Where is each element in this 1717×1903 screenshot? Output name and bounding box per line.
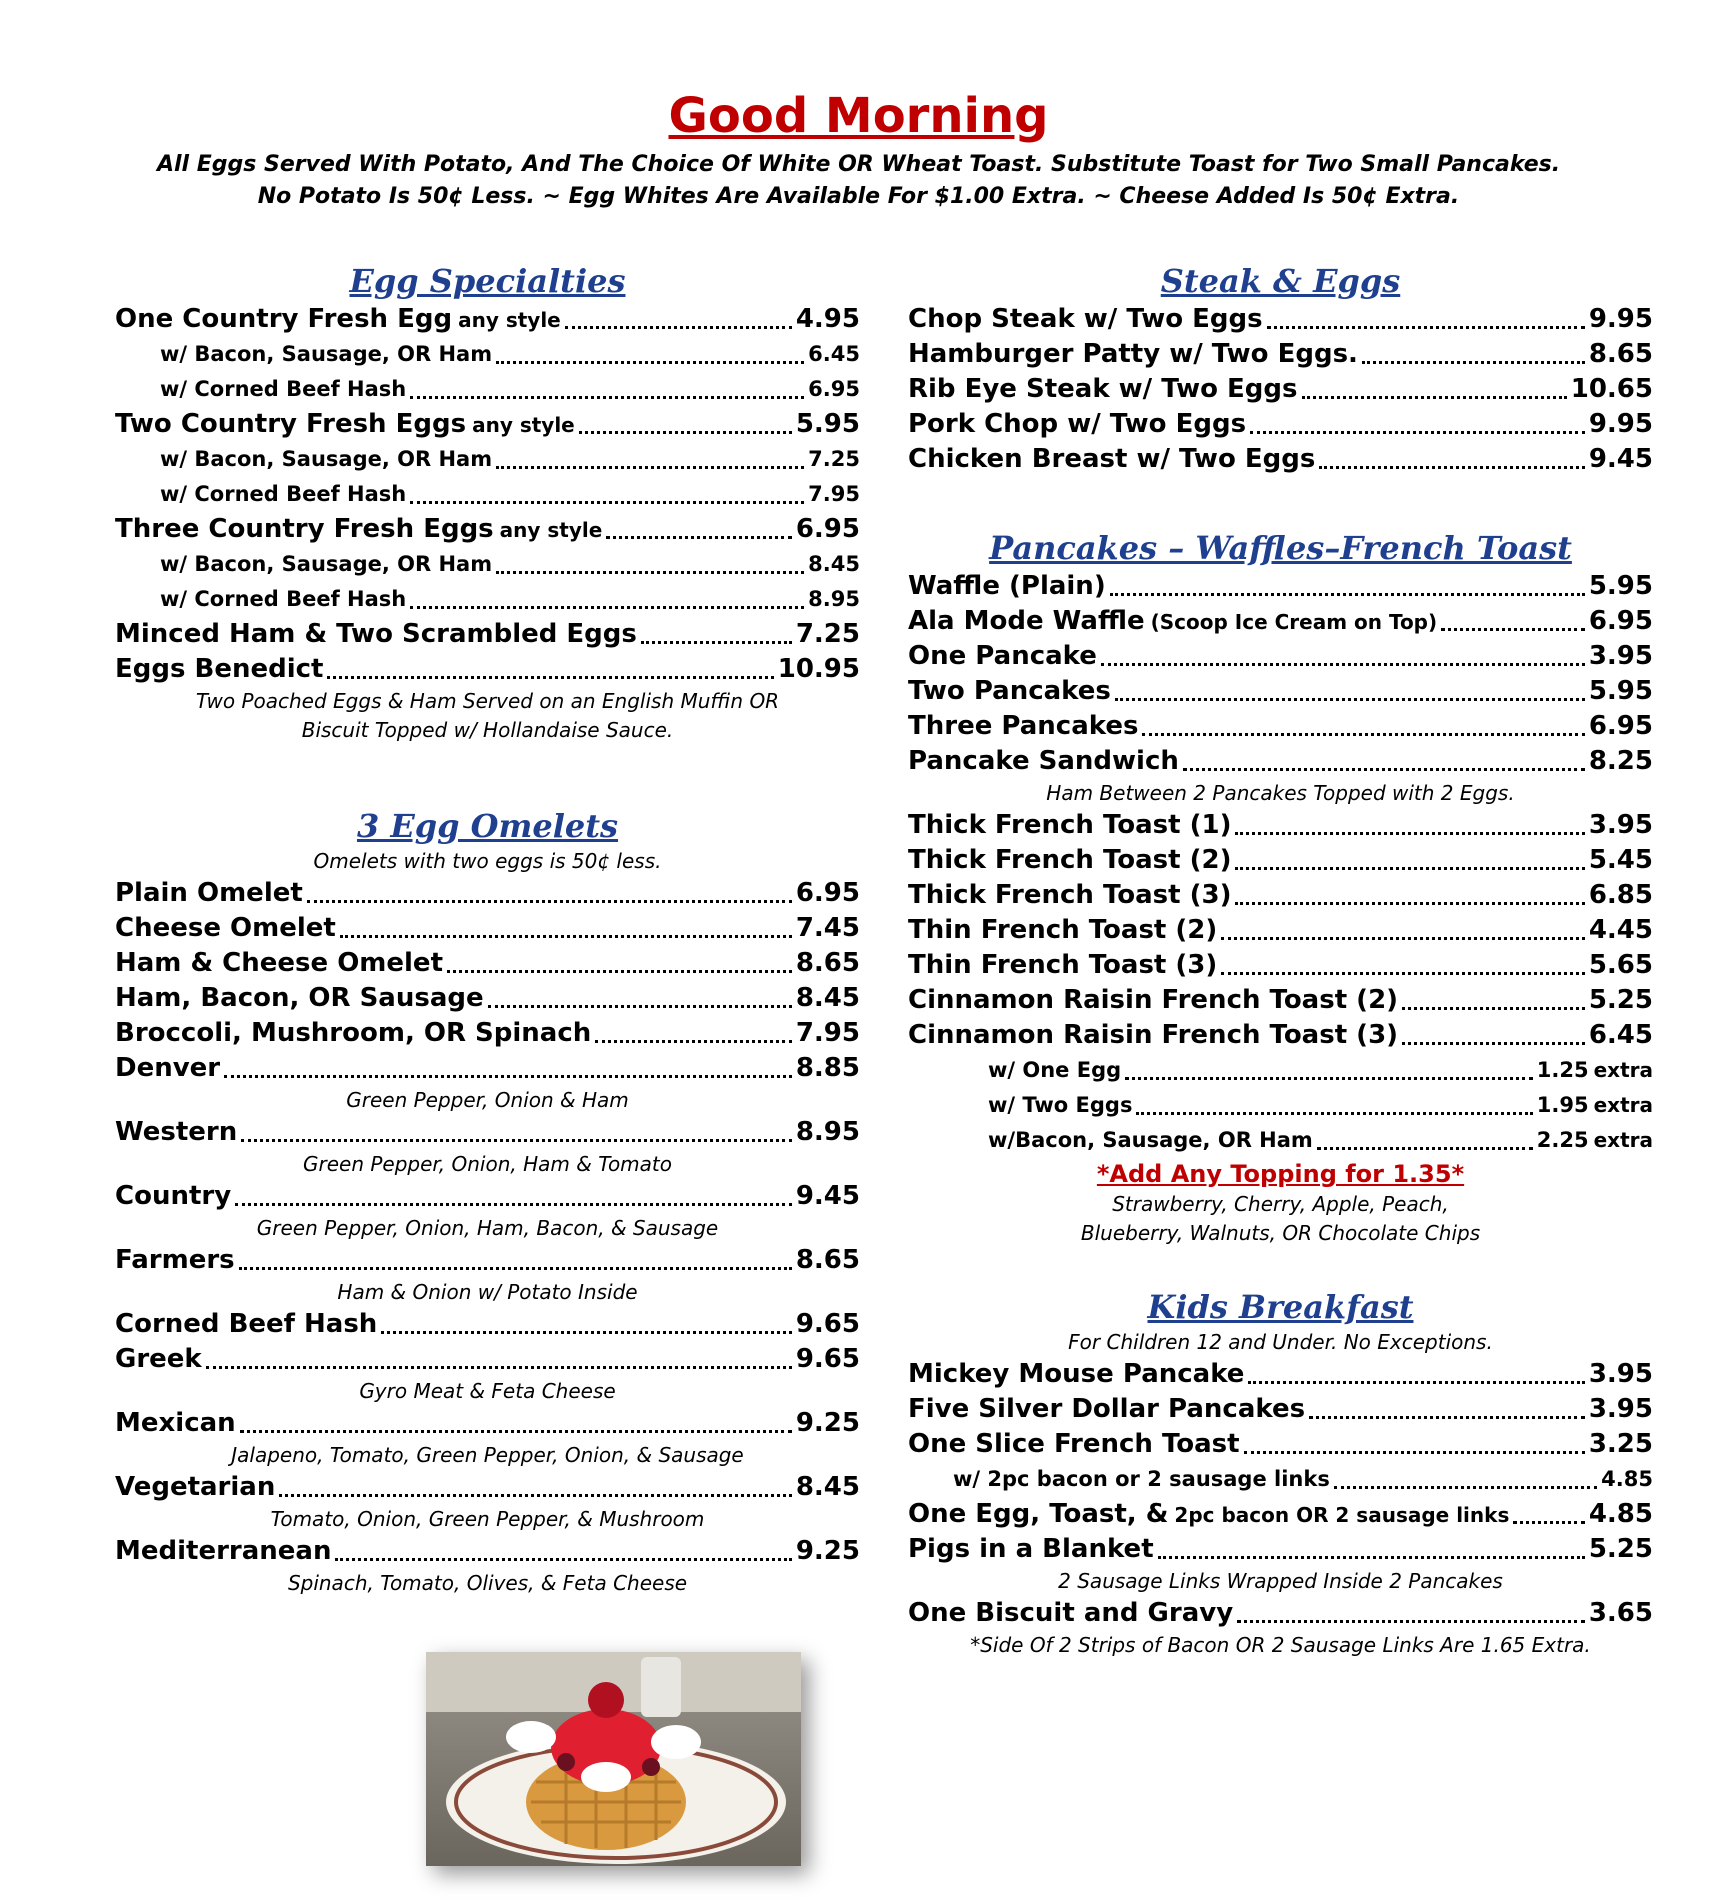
- menu-item-name: Chop Steak w/ Two Eggs: [908, 304, 1263, 334]
- menu-item-row: [908, 1427, 1653, 1462]
- menu-item-suffix: extra: [1593, 1058, 1653, 1082]
- menu-item-name: Two Country Fresh Eggs: [115, 409, 467, 439]
- menu-item-price: 9.95: [1588, 409, 1653, 439]
- menu-item-price: 5.95: [1588, 676, 1653, 706]
- menu-item-suffix: extra: [1593, 1093, 1653, 1117]
- menu-item-name: Denver: [115, 1053, 221, 1083]
- menu-item-price: 4.85: [1601, 1467, 1653, 1491]
- header-note-1: All Eggs Served With Potato, And The Choice Of White OR Wheat Toast. Substitute Toast for Two Small Pancakes.: [156, 152, 1561, 177]
- leader-dots: [496, 466, 804, 469]
- leader-dots: [239, 1267, 792, 1270]
- leader-dots: [1115, 698, 1585, 701]
- menu-item-row: [115, 946, 860, 981]
- menu-item-note: (Scoop Ice Cream on Top): [1150, 610, 1438, 634]
- leader-dots: [1402, 1042, 1585, 1045]
- leader-dots: [641, 641, 792, 644]
- menu-item-description: Green Pepper, Onion, Ham & Tomato: [302, 1152, 672, 1176]
- leader-dots: [595, 1040, 792, 1043]
- page-title: Good Morning: [668, 88, 1049, 144]
- menu-item-row: [908, 709, 1653, 744]
- menu-item-price: 4.45: [1588, 915, 1653, 945]
- menu-item-name: Mickey Mouse Pancake: [908, 1359, 1245, 1389]
- menu-item-price: 5.95: [795, 409, 860, 439]
- kids-breakfast-title: Kids Breakfast: [1147, 1288, 1414, 1326]
- topping-line-1: Strawberry, Cherry, Apple, Peach,: [1112, 1192, 1449, 1216]
- menu-item-name: Broccoli, Mushroom, OR Spinach: [115, 1018, 592, 1048]
- menu-item-price: 5.65: [1588, 950, 1653, 980]
- menu-item-description: Tomato, Onion, Green Pepper, & Mushroom: [270, 1507, 705, 1531]
- menu-item-row: [115, 1243, 860, 1278]
- menu-item-price: 6.95: [808, 377, 860, 401]
- menu-item-name: Thick French Toast (3): [908, 880, 1232, 910]
- menu-item-price: 6.95: [1588, 606, 1653, 636]
- leader-dots: [240, 1430, 792, 1433]
- leader-dots: [1235, 832, 1584, 835]
- menu-item-row: [115, 1342, 860, 1377]
- omelets-list: [115, 876, 860, 1598]
- leader-dots: [1136, 1112, 1532, 1115]
- menu-item-note: 2pc bacon OR 2 sausage links: [1174, 1503, 1510, 1527]
- menu-item-price: 6.45: [1588, 1020, 1653, 1050]
- menu-item-price: 6.85: [1588, 880, 1653, 910]
- kids-list: [908, 1357, 1653, 1631]
- menu-item-name: Ala Mode Waffle: [908, 606, 1145, 636]
- leader-dots: [340, 935, 792, 938]
- menu-item-name: Three Pancakes: [908, 711, 1139, 741]
- menu-item-name: w/ Two Eggs: [988, 1093, 1133, 1117]
- menu-item-name: Thin French Toast (2): [908, 915, 1218, 945]
- menu-item-price: 3.95: [1588, 641, 1653, 671]
- omelets-note: Omelets with two eggs is 50¢ less.: [313, 849, 662, 873]
- leader-dots: [1183, 768, 1585, 771]
- menu-item-row: [908, 372, 1653, 407]
- leader-dots: [241, 1139, 792, 1142]
- menu-item-price: 8.85: [795, 1053, 860, 1083]
- menu-item-price: 9.25: [795, 1408, 860, 1438]
- benedict-description: [115, 687, 860, 745]
- leader-dots: [1319, 466, 1585, 469]
- menu-item-name: Farmers: [115, 1245, 235, 1275]
- menu-item-price: 9.45: [795, 1181, 860, 1211]
- leader-dots: [1309, 1416, 1585, 1419]
- menu-item-row: [908, 1497, 1653, 1532]
- menu-item-price: 7.25: [808, 447, 860, 471]
- menu-item-note: any style: [472, 413, 575, 437]
- menu-item-name: Minced Ham & Two Scrambled Eggs: [115, 619, 637, 649]
- menu-item-price: 9.65: [795, 1309, 860, 1339]
- menu-item-name: Two Pancakes: [908, 676, 1111, 706]
- menu-item-name: w/ One Egg: [988, 1058, 1122, 1082]
- menu-item-name: One Pancake: [908, 641, 1097, 671]
- menu-item-row: [115, 1534, 860, 1569]
- leader-dots: [1302, 396, 1567, 399]
- header-note-2: No Potato Is 50¢ Less. ~ Egg Whites Are Available For $1.00 Extra. ~ Cheese Added Is 50¢ Extra.: [257, 184, 1460, 209]
- menu-item-row: [115, 302, 860, 337]
- leader-dots: [488, 1005, 792, 1008]
- leader-dots: [1221, 972, 1585, 975]
- menu-item-row: [115, 911, 860, 946]
- leader-dots: [307, 900, 792, 903]
- menu-item-price: 7.95: [795, 1018, 860, 1048]
- menu-item-price: 1.95: [1536, 1093, 1589, 1117]
- menu-item-name: Cinnamon Raisin French Toast (3): [908, 1020, 1399, 1050]
- leader-dots: [327, 676, 773, 679]
- menu-item-price: 6.95: [795, 514, 860, 544]
- kids-note: For Children 12 and Under. No Exceptions.: [1068, 1330, 1493, 1354]
- menu-item-row: [908, 1357, 1653, 1392]
- menu-item-price: 8.65: [1588, 339, 1653, 369]
- menu-item-name: w/ Corned Beef Hash: [160, 587, 407, 611]
- menu-item-name: Cheese Omelet: [115, 913, 336, 943]
- pancakes-list: [908, 569, 1653, 779]
- leader-dots: [1125, 1077, 1533, 1080]
- menu-item-row: [908, 639, 1653, 674]
- menu-item-row: [115, 477, 860, 512]
- menu-item-row: [988, 1088, 1653, 1123]
- menu-item-name: w/Bacon, Sausage, OR Ham: [988, 1128, 1313, 1152]
- menu-item-row: [115, 407, 860, 442]
- steak-eggs-list: [908, 302, 1653, 477]
- menu-item-price: 9.25: [795, 1536, 860, 1566]
- menu-item-name: Thin French Toast (3): [908, 950, 1218, 980]
- menu-item-name: One Egg, Toast, &: [908, 1499, 1169, 1529]
- leader-dots: [606, 536, 792, 539]
- leader-dots: [410, 501, 804, 504]
- steak-eggs-title: Steak & Eggs: [1160, 262, 1401, 300]
- menu-item-row: [988, 1053, 1653, 1088]
- leader-dots: [1250, 431, 1585, 434]
- menu-item-row: [908, 983, 1653, 1018]
- menu-item-description: 2 Sausage Links Wrapped Inside 2 Pancakes: [1058, 1569, 1503, 1593]
- benedict-desc-line-1: Two Poached Eggs & Ham Served on an English Muffin OR: [195, 689, 780, 713]
- menu-item-row: [908, 604, 1653, 639]
- pancake-sandwich-description: Ham Between 2 Pancakes Topped with 2 Eggs.: [1046, 781, 1515, 805]
- leader-dots: [1235, 902, 1584, 905]
- menu-item-row: [115, 876, 860, 911]
- menu-item-row: [908, 878, 1653, 913]
- menu-item-name: Mexican: [115, 1408, 236, 1438]
- menu-item-name: Corned Beef Hash: [115, 1309, 378, 1339]
- leader-dots: [410, 606, 804, 609]
- menu-item-price: 7.45: [795, 913, 860, 943]
- menu-item-name: Chicken Breast w/ Two Eggs: [908, 444, 1316, 474]
- menu-item-name: Thick French Toast (2): [908, 845, 1232, 875]
- menu-item-price: 8.45: [795, 983, 860, 1013]
- egg-specialties-title: Egg Specialties: [349, 262, 626, 300]
- leader-dots: [279, 1494, 792, 1497]
- menu-item-description: Green Pepper, Onion & Ham: [346, 1088, 629, 1112]
- menu-item-price: 3.95: [1588, 1394, 1653, 1424]
- menu-item-price: 6.95: [1588, 711, 1653, 741]
- menu-item-name: Vegetarian: [115, 1472, 276, 1502]
- menu-item-row: [115, 582, 860, 617]
- menu-item-price: 8.45: [795, 1472, 860, 1502]
- menu-item-name: One Country Fresh Egg: [115, 304, 453, 334]
- menu-item-row: [908, 1462, 1653, 1497]
- menu-item-price: 6.95: [795, 878, 860, 908]
- menu-item-name: w/ Corned Beef Hash: [160, 377, 407, 401]
- menu-item-name: Rib Eye Steak w/ Two Eggs: [908, 374, 1298, 404]
- menu-item-price: 3.25: [1588, 1429, 1653, 1459]
- menu-item-row: [908, 569, 1653, 604]
- leader-dots: [1248, 1381, 1584, 1384]
- menu-item-price: 5.95: [1588, 571, 1653, 601]
- leader-dots: [224, 1075, 792, 1078]
- leader-dots: [1235, 867, 1584, 870]
- egg-specialties-list: [115, 302, 860, 687]
- leader-dots: [1142, 733, 1584, 736]
- menu-item-row: [908, 948, 1653, 983]
- waffle-photo: [426, 1652, 801, 1866]
- menu-item-price: 9.95: [1588, 304, 1653, 334]
- menu-item-name: Hamburger Patty w/ Two Eggs.: [908, 339, 1358, 369]
- menu-item-name: Waffle (Plain): [908, 571, 1106, 601]
- benedict-desc-line-2: Biscuit Topped w/ Hollandaise Sauce.: [301, 718, 674, 742]
- menu-item-description: Spinach, Tomato, Olives, & Feta Cheese: [287, 1571, 688, 1595]
- waffle-photo-icon: [426, 1652, 801, 1866]
- menu-item-name: Thick French Toast (1): [908, 810, 1232, 840]
- leader-dots: [1402, 1007, 1585, 1010]
- menu-item-price: 6.45: [808, 342, 860, 366]
- leader-dots: [1101, 663, 1585, 666]
- menu-item-row: [908, 913, 1653, 948]
- leader-dots: [496, 571, 804, 574]
- menu-item-name: Country: [115, 1181, 232, 1211]
- menu-item-row: [115, 1179, 860, 1214]
- menu-item-note: any style: [458, 308, 561, 332]
- menu-item-name: Three Country Fresh Eggs: [115, 514, 494, 544]
- menu-item-row: [115, 981, 860, 1016]
- menu-item-price: 3.95: [1588, 1359, 1653, 1389]
- menu-item-row: [115, 1470, 860, 1505]
- menu-item-row: [908, 442, 1653, 477]
- leader-dots: [335, 1558, 791, 1561]
- leader-dots: [1334, 1486, 1597, 1489]
- menu-item-row: [908, 1018, 1653, 1053]
- leader-dots: [565, 326, 792, 329]
- menu-item-price: 8.65: [795, 948, 860, 978]
- leader-dots: [579, 431, 792, 434]
- menu-item-name: Pigs in a Blanket: [908, 1534, 1154, 1564]
- menu-item-price: 3.65: [1588, 1598, 1653, 1628]
- menu-item-row: [908, 1392, 1653, 1427]
- menu-item-price: 2.25: [1536, 1128, 1589, 1152]
- menu-item-price: 8.25: [1588, 746, 1653, 776]
- omelets-title: 3 Egg Omelets: [356, 807, 619, 845]
- menu-item-name: w/ Corned Beef Hash: [160, 482, 407, 506]
- kids-footer-note: *Side Of 2 Strips of Bacon OR 2 Sausage Links Are 1.65 Extra.: [970, 1633, 1591, 1657]
- menu-item-name: Ham & Cheese Omelet: [115, 948, 443, 978]
- menu-item-price: 1.25: [1536, 1058, 1589, 1082]
- menu-item-name: w/ Bacon, Sausage, OR Ham: [160, 342, 493, 366]
- leader-dots: [206, 1366, 792, 1369]
- menu-item-price: 7.95: [808, 482, 860, 506]
- leader-dots: [1237, 1620, 1585, 1623]
- leader-dots: [410, 396, 804, 399]
- menu-item-name: Greek: [115, 1344, 202, 1374]
- menu-item-name: Eggs Benedict: [115, 654, 324, 684]
- leader-dots: [1221, 937, 1585, 940]
- menu-item-name: Cinnamon Raisin French Toast (2): [908, 985, 1399, 1015]
- menu-item-price: 9.45: [1588, 444, 1653, 474]
- menu-item-row: [115, 1406, 860, 1441]
- menu-item-price: 8.95: [808, 587, 860, 611]
- add-topping-title: *Add Any Topping for 1.35*: [1096, 1160, 1465, 1188]
- extras-list: [908, 1053, 1653, 1158]
- menu-item-name: Ham, Bacon, OR Sausage: [115, 983, 484, 1013]
- menu-item-name: w/ Bacon, Sausage, OR Ham: [160, 552, 493, 576]
- leader-dots: [496, 361, 804, 364]
- menu-item-name: One Slice French Toast: [908, 1429, 1240, 1459]
- menu-item-description: Ham & Onion w/ Potato Inside: [337, 1280, 638, 1304]
- leader-dots: [1244, 1451, 1585, 1454]
- right-column: [908, 260, 1653, 1660]
- menu-item-row: [115, 1051, 860, 1086]
- menu-item-row: [908, 407, 1653, 442]
- menu-item-price: 8.65: [795, 1245, 860, 1275]
- menu-item-price: 4.85: [1588, 1499, 1653, 1529]
- menu-item-row: [115, 442, 860, 477]
- leader-dots: [1267, 326, 1585, 329]
- menu-item-row: [908, 1596, 1653, 1631]
- leader-dots: [1441, 628, 1585, 631]
- menu-item-row: [908, 302, 1653, 337]
- menu-item-row: [908, 674, 1653, 709]
- menu-item-row: [115, 1115, 860, 1150]
- menu-item-row: [115, 372, 860, 407]
- menu-item-row: [908, 808, 1653, 843]
- menu-item-name: Western: [115, 1117, 238, 1147]
- menu-item-description: Green Pepper, Onion, Ham, Bacon, & Sausage: [256, 1216, 719, 1240]
- leader-dots: [447, 970, 792, 973]
- menu-item-price: 10.65: [1570, 374, 1653, 404]
- menu-item-row: [908, 337, 1653, 372]
- menu-item-price: 8.45: [808, 552, 860, 576]
- menu-item-row: [908, 744, 1653, 779]
- leader-dots: [381, 1331, 792, 1334]
- menu-item-row: [115, 512, 860, 547]
- menu-item-name: One Biscuit and Gravy: [908, 1598, 1234, 1628]
- menu-item-row: [115, 617, 860, 652]
- menu-item-price: 5.25: [1588, 1534, 1653, 1564]
- french-toast-list: [908, 808, 1653, 1053]
- menu-item-row: [908, 1532, 1653, 1567]
- menu-item-row: [115, 1307, 860, 1342]
- leader-dots: [1158, 1556, 1585, 1559]
- menu-item-price: 10.95: [777, 654, 860, 684]
- left-column: [115, 260, 860, 1598]
- leader-dots: [1362, 361, 1585, 364]
- menu-item-price: 3.95: [1588, 810, 1653, 840]
- menu-item-description: Jalapeno, Tomato, Green Pepper, Onion, & Sausage: [231, 1443, 744, 1467]
- menu-item-name: Five Silver Dollar Pancakes: [908, 1394, 1306, 1424]
- menu-item-price: 8.95: [795, 1117, 860, 1147]
- menu-item-row: [988, 1123, 1653, 1158]
- leader-dots: [1110, 593, 1585, 596]
- menu-item-name: Plain Omelet: [115, 878, 303, 908]
- leader-dots: [1513, 1521, 1584, 1524]
- leader-dots: [1317, 1147, 1533, 1150]
- menu-item-row: [115, 337, 860, 372]
- menu-item-name: w/ 2pc bacon or 2 sausage links: [953, 1467, 1330, 1491]
- menu-item-row: [115, 547, 860, 582]
- menu-item-name: Mediterranean: [115, 1536, 332, 1566]
- menu-item-note: any style: [499, 518, 603, 542]
- menu-item-price: 5.45: [1588, 845, 1653, 875]
- leader-dots: [235, 1203, 792, 1206]
- pancakes-title: Pancakes – Waffles–French Toast: [989, 529, 1572, 567]
- menu-item-name: Pancake Sandwich: [908, 746, 1179, 776]
- menu-item-description: Gyro Meat & Feta Cheese: [359, 1379, 616, 1403]
- menu-item-suffix: extra: [1593, 1128, 1653, 1152]
- menu-item-price: 4.95: [795, 304, 860, 334]
- menu-item-price: 9.65: [795, 1344, 860, 1374]
- menu-item-row: [115, 1016, 860, 1051]
- menu-item-row: [115, 652, 860, 687]
- topping-line-2: Blueberry, Walnuts, OR Chocolate Chips: [1080, 1221, 1481, 1245]
- menu-item-row: [908, 843, 1653, 878]
- menu-item-name: w/ Bacon, Sausage, OR Ham: [160, 447, 493, 471]
- menu-item-name: Pork Chop w/ Two Eggs: [908, 409, 1247, 439]
- menu-item-price: 7.25: [795, 619, 860, 649]
- menu-item-price: 5.25: [1588, 985, 1653, 1015]
